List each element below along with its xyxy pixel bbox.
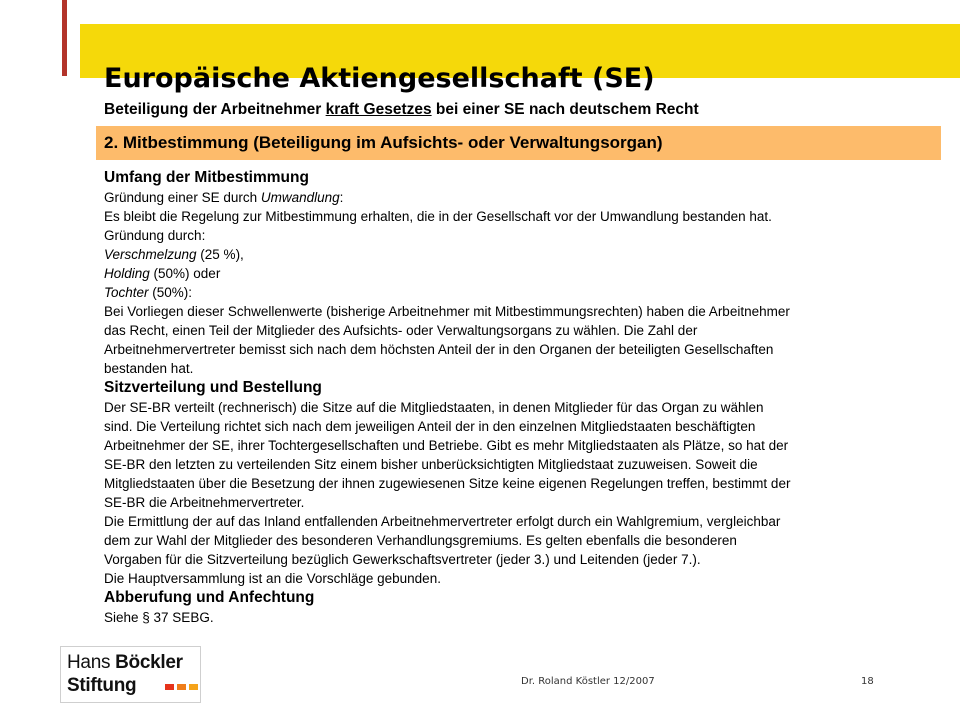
- subtitle-part-2: bei einer SE nach deutschem Recht: [431, 101, 699, 118]
- logo-boeckler: Böckler: [115, 652, 183, 673]
- subtitle-underlined: kraft Gesetzes: [325, 101, 432, 118]
- umfang-line-1-text: Gründung einer SE durch: [104, 190, 261, 205]
- section-banner: [96, 126, 941, 160]
- sitz-line: dem zur Wahl der Mitglieder des besonderen Verhandlungsgremiums. Es gelten ebenfalls die besonderen: [104, 533, 737, 548]
- umfang-line-4-text: (25 %),: [196, 247, 244, 262]
- umfang-para-line-3: Arbeitnehmervertreter bemisst sich nach dem höchsten Anteil der in den Organen der beteiligten Gesellschaften: [104, 342, 774, 357]
- umfang-para-line-2: das Recht, einen Teil der Mitglieder des Aufsichts- oder Verwaltungsorgans zu wählen. Die Zahl der: [104, 323, 698, 338]
- umfang-line-1-end: :: [339, 190, 344, 205]
- slide-subtitle: [104, 100, 699, 120]
- sitz-line: Mitgliedstaaten über die Besetzung der ihnen zugewiesenen Sitze keine eigenen Regelungen treffen, bestimmt der: [104, 476, 791, 491]
- heading-abberufung: Abberufung und Anfechtung: [104, 589, 315, 606]
- umfang-line-4-italic: Verschmelzung: [104, 247, 197, 262]
- page-number: 18: [861, 676, 874, 687]
- umfang-line-6-italic: Tochter: [104, 285, 149, 300]
- umfang-line-5-italic: Holding: [104, 266, 150, 281]
- accent-red-bar: [62, 0, 67, 76]
- sitz-line: SE-BR die Arbeitnehmervertreter.: [104, 495, 305, 510]
- umfang-line-6-text: (50%):: [148, 285, 193, 300]
- heading-umfang: Umfang der Mitbestimmung: [104, 169, 309, 186]
- umfang-para-line-1: Bei Vorliegen dieser Schwellenwerte (bisherige Arbeitnehmer mit Mitbestimmungsrechten) haben die Arbeitnehmer: [104, 304, 790, 319]
- sitz-line: Vorgaben für die Sitzverteilung bezüglich Gewerkschaftsvertreter (jeder 3.) und Leitenden (jeder 7.).: [104, 552, 701, 567]
- umfang-line-5: [104, 264, 924, 283]
- logo-square-red: [165, 684, 174, 690]
- logo-line-1: [67, 652, 183, 674]
- slide-title: Europäische Aktiengesellschaft (SE): [104, 63, 655, 94]
- umfang-line-2: Es bleibt die Regelung zur Mitbestimmung erhalten, die in der Gesellschaft vor der Umwandlung bestanden hat.: [104, 209, 772, 224]
- sitz-line: Der SE-BR verteilt (rechnerisch) die Sitze auf die Mitgliedstaaten, in denen Mitglieder für das Organ zu wählen: [104, 400, 764, 415]
- sitz-line: Die Ermittlung der auf das Inland entfallenden Arbeitnehmervertreter erfolgt durch ein Wahlgremium, vergleichbar: [104, 514, 781, 529]
- sitz-line: Arbeitnehmer der SE, ihrer Tochtergesellschaften und Betriebe. Gibt es mehr Mitgliedstaaten als Plätze, so hat der: [104, 438, 789, 453]
- content-body: [104, 168, 924, 627]
- umfang-line-4: [104, 245, 924, 264]
- heading-sitzverteilung: Sitzverteilung und Bestellung: [104, 379, 322, 396]
- logo-square-yellow: [189, 684, 198, 690]
- section-banner-text: 2. Mitbestimmung (Beteiligung im Aufsichts- oder Verwaltungsorgan): [104, 133, 663, 152]
- footer-author: Dr. Roland Köstler 12/2007: [521, 676, 655, 687]
- umfang-para-line-4: bestanden hat.: [104, 361, 194, 376]
- logo-square-orange: [177, 684, 186, 690]
- sitz-line: sind. Die Verteilung richtet sich nach dem jeweiligen Anteil der in den einzelnen Mitgliedstaaten beschäftigten: [104, 419, 756, 434]
- umfang-line-1-italic: Umwandlung: [260, 190, 340, 205]
- umfang-line-5-text: (50%) oder: [149, 266, 221, 281]
- logo-line-2: Stiftung: [67, 675, 137, 696]
- umfang-line-3: Gründung durch:: [104, 228, 206, 243]
- sitz-line: Die Hauptversammlung ist an die Vorschläge gebunden.: [104, 571, 441, 586]
- logo-hans: Hans: [67, 652, 116, 673]
- sitz-line: SE-BR den letzten zu verteilenden Sitz einem bisher unberücksichtigten Mitgliedstaat zuzuweisen. Soweit die: [104, 457, 758, 472]
- umfang-line-6: [104, 283, 924, 302]
- hans-boeckler-stiftung-logo: [60, 646, 201, 703]
- abberufung-text: Siehe § 37 SEBG.: [104, 610, 214, 625]
- umfang-line-1: [104, 188, 924, 207]
- subtitle-part-1: Beteiligung der Arbeitnehmer: [104, 101, 326, 118]
